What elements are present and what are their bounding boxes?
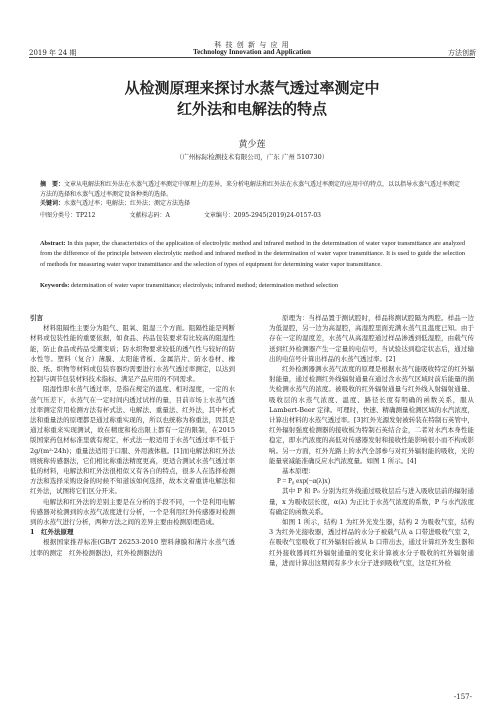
english-keywords: [40, 281, 465, 291]
body-column-right: [269, 313, 474, 568]
issue-label: 2019 年 24 期: [29, 49, 77, 57]
abstract-en-text: In this paper, the characteristics of the application of electrolytic method and infrared method in the determination of water vapor transmittance are analyzed from the difference of the principle between electrolytic method and infrared method in the determination of water vapor transmittance. It is used to guide the selection of methods for measuring water vapor transmittance and the selection of types of equipment for determining water vapor transmittance.: [40, 240, 465, 268]
column-label: 方法创新: [448, 49, 476, 57]
journal-name: 科 技 创 新 与 应 用: [214, 41, 290, 49]
article-metadata: [40, 210, 465, 219]
chinese-keywords: [40, 199, 465, 209]
paragraph: 根据国家推荐标准(GB/T 26253-2010 塑料薄膜和薄片水蒸气透过率的测定 红外检测器法)，红外检测器法的: [30, 538, 235, 557]
keywords-en-label: Keywords:: [40, 282, 70, 289]
paragraph: 电解法和红外法的差别主要是在分析的手段不同，一个是利用电解传感器对检测到的水蒸气浓度进行分析，一个是利用红外传感器对检测到的水蒸气进行分析，两种方法之间的差异主要由检测原理造成。: [30, 497, 235, 527]
paragraph: 原理为：当样品置于测试腔时，样品将测试腔隔为两腔。样品一边为低湿腔，另一边为高湿腔，高湿腔里面充满水蒸气且温度已知。由于存在一定的湿度差，水蒸气从高湿腔通过样品渗透到低湿腔，由载气传送到红外检测器产生一定量的电信号，当试验达到稳定状态后，通过输出的电信号计算出样品的水蒸气透过率。[2]: [269, 314, 474, 363]
keywords-label: 关键词：: [40, 200, 65, 207]
subsection-heading: 1 红外法原理: [30, 528, 74, 537]
abstract-text: 文章从电解法和红外法在水蒸气透过率测定中原理上的差异，来分析电解法和红外法在水蒸气透过率测定的应用中的特点，以以指导水蒸气透过率测定方法的选择和水蒸气透过率测定设备种类的选择。: [40, 181, 461, 198]
document-code: 文献标志码：A: [129, 212, 170, 219]
clc-number: 中图分类号：TP212: [40, 212, 96, 219]
title-line-1: 从检测原理来探讨水蒸气透过率测定中: [124, 79, 380, 97]
abstract-en-label: Abstract:: [40, 240, 66, 247]
paragraph: 其中 P 和 P₀ 分别为红外线通过吸收层后与进入吸收层前的辐射通量，x 为吸收层长度，α(λ) 为正比于水蒸气浓度的系数，P 与水汽浓度有确定的函数关系。: [269, 487, 474, 516]
paragraph: 红外检测器测水蒸气浓度的原理是根据水蒸气能吸收特定的红外辐射能量，通过检测红外线辐射通量在通过含水蒸气区域时前后能量的损失检测水蒸气的浓度。被吸收的红外辐射通量与红外线入射辐射通量、吸收层的水蒸气浓度、温度、路径长度有明确的函数关系，服从 Lambert-Beer 定律。可理时，快速、精确测量检测区域的水汽浓度，计算出材料的水蒸气透过率。[3]红外光源发射被转装在特制石英管中，红外辐射强度检测器的接收板为特制石英结合金，二者对水汽本身性能稳定，即水汽浓度的高低对传感器发射和接收性能影响很小而不构成影响。另一方面，红外光路上的水汽全部参与对红外辐射能的吸收，光的能量衰减能准确反应水汽浓度量。如图 1 所示。[4]: [269, 365, 474, 465]
paragraph: 材料阻隔性主要分为阻气、阻氧、阻湿三个方面。阻隔性能是判断材料或包装性能的重要依据，如食品、药品包装要求有比较高的阻湿性能，防止食品或药品受潮变质；防水织物要求较低的透气性与较好的防水性等。塑料（复合）薄膜、太阳能背板、金属箔片、防水卷材、橡胶、纸、织物等材料或包装容器均需要进行水蒸气透过率测定，以达到控制与调节包装材料技术指标、满足产品应用的不同需求。: [30, 324, 235, 384]
journal-english-name: Technology Innovation and Application: [193, 48, 311, 56]
paragraph: 阻湿性即水蒸气透过率，是指在规定的温度、相对湿度，一定的水蒸气压差下，水蒸气在一定时间内透过试样的量，目前市场上水蒸气透过率测定常用检测方法有杯式法、电解法、重量法、红外法，其中杯式法和重量法的原理都是通过称重实现的，所以也统称为称重法，因其是通过称重来实现测试，故在精度和检出限上都有一定的限制，在2015版国家药包材标准里就有规定，杯式法一般适用于水蒸气透过率不低于 2g/(m²·24h)；重量法适用于口服、外用液体瓶。[1]而电解法和红外法则统称传感器法，它们相比称重法精度更高，更适合测试水蒸气透过率低的材料，电解法和红外法很相似又有各自的特点，很多人在选择检测方法和选择采购设备的时候不知道该如何选择，故本文着重讲电解法和红外法，试图将它们区分开来。: [30, 385, 235, 496]
chinese-abstract: [40, 180, 465, 199]
article-title: [0, 78, 504, 120]
author: 黄少莲: [238, 140, 266, 150]
affiliation: （广州标际检测技术有限公司，广东 广州 510730）: [175, 153, 329, 161]
paragraph: 基本原理：: [282, 467, 315, 476]
section-heading: 引言: [30, 314, 43, 322]
body-column-left: [30, 313, 235, 558]
formula: P = P₀ exp(−α(λ)x): [277, 477, 331, 486]
keywords-text: 水蒸气透过率；电解法；红外法；测定方法选择: [64, 200, 191, 207]
abstract-label: 摘 要：: [40, 181, 65, 188]
header-rule: [29, 57, 475, 58]
title-line-2: 红外法和电解法的特点: [176, 100, 327, 118]
paragraph: 如图 1 所示，结构 1 为红外光发生器，结构 2 为吸收气室，结构 3 为红外光接收器，透过样品的水分子被载气从 a 口带进吸收气室 2，在吸收气室吸收了红外辐射后被从 b 口带出去，通过计算红外发生器和红外接收器间红外辐射通量的变化来计算被水分子吸收的红外辐射通量，进而计算出这期间有多少水分子进到吸收气室，这是红外检: [269, 518, 474, 567]
english-abstract: [40, 239, 465, 270]
keywords-en-text: determination of water vapor transmittance; electrolysis; infrared method; determination method selection: [70, 282, 339, 289]
page-number: -157-: [453, 693, 472, 701]
article-number: 文章编号：2095-2945(2019)24-0157-03: [203, 212, 321, 219]
